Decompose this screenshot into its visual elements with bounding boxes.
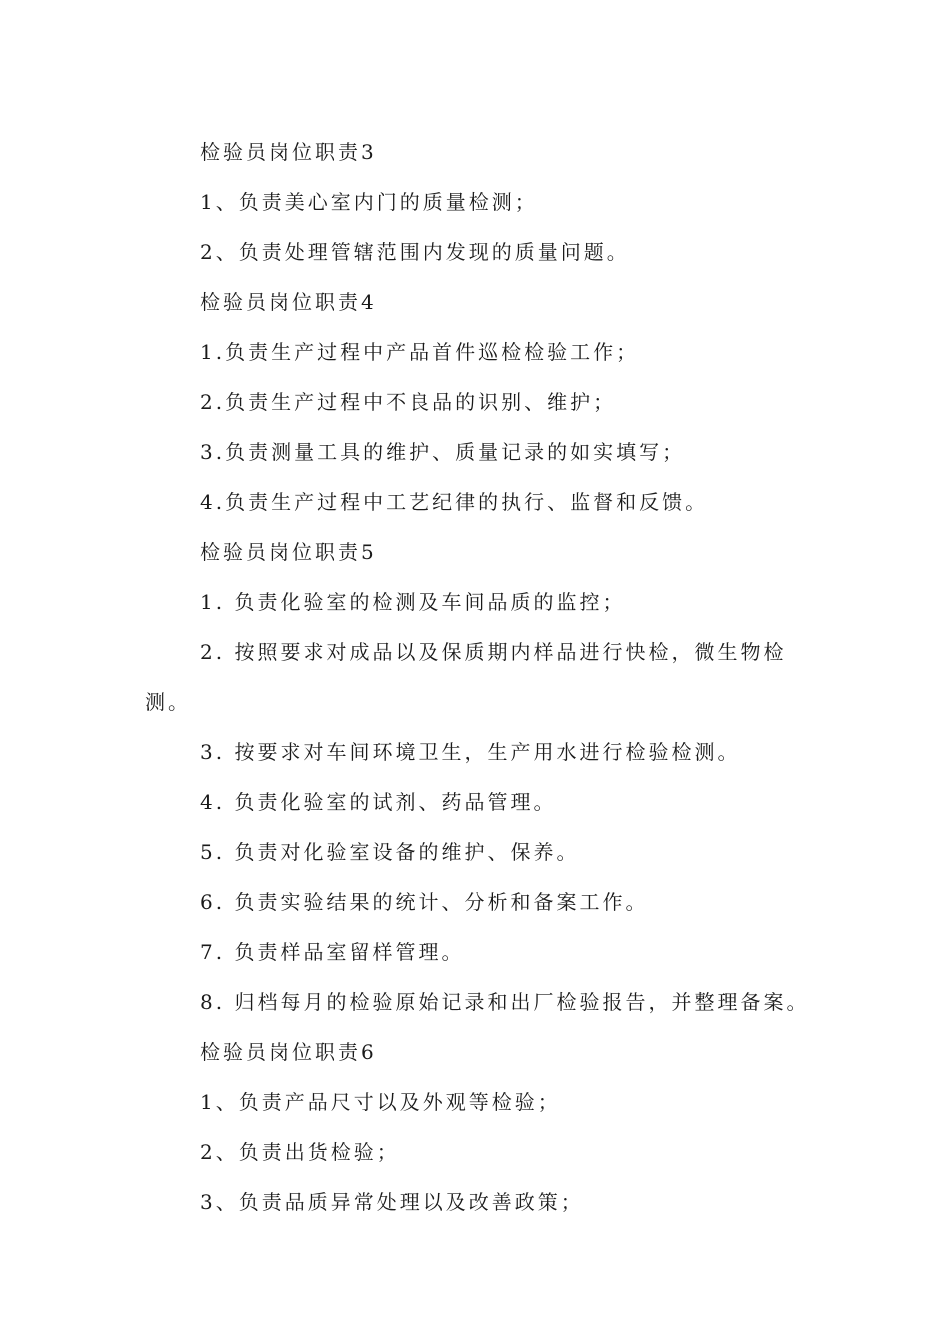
list-item: 8. 归档每月的检验原始记录和出厂检验报告，并整理备案。 (200, 990, 810, 1014)
list-item: 1.负责生产过程中产品首件巡检检验工作； (200, 340, 640, 364)
list-item: 2.负责生产过程中不良品的识别、维护； (200, 390, 617, 414)
list-item: 3. 按要求对车间环境卫生，生产用水进行检验检测。 (200, 740, 741, 764)
section-heading-4: 检验员岗位职责4 (200, 290, 377, 314)
list-item: 1、负责产品尺寸以及外观等检验； (200, 1090, 561, 1114)
list-item: 1、负责美心室内门的质量检测； (200, 190, 538, 214)
list-item: 7. 负责样品室留样管理。 (200, 940, 465, 964)
list-item: 4. 负责化验室的试剂、药品管理。 (200, 790, 557, 814)
section-heading-3: 检验员岗位职责3 (200, 140, 377, 164)
list-item: 6. 负责实验结果的统计、分析和备案工作。 (200, 890, 649, 914)
list-item: 3、负责品质异常处理以及改善政策； (200, 1190, 584, 1214)
list-item: 2、负责处理管辖范围内发现的质量问题。 (200, 240, 630, 264)
list-item: 4.负责生产过程中工艺纪律的执行、监督和反馈。 (200, 490, 709, 514)
list-item: 1. 负责化验室的检测及车间品质的监控； (200, 590, 626, 614)
list-item: 5. 负责对化验室设备的维护、保养。 (200, 840, 580, 864)
list-item: 2、负责出货检验； (200, 1140, 400, 1164)
section-heading-6: 检验员岗位职责6 (200, 1040, 377, 1064)
list-item: 2. 按照要求对成品以及保质期内样品进行快检，微生物检 (200, 640, 787, 664)
list-item-continuation: 测。 (145, 690, 191, 714)
list-item: 3.负责测量工具的维护、质量记录的如实填写； (200, 440, 686, 464)
section-heading-5: 检验员岗位职责5 (200, 540, 377, 564)
